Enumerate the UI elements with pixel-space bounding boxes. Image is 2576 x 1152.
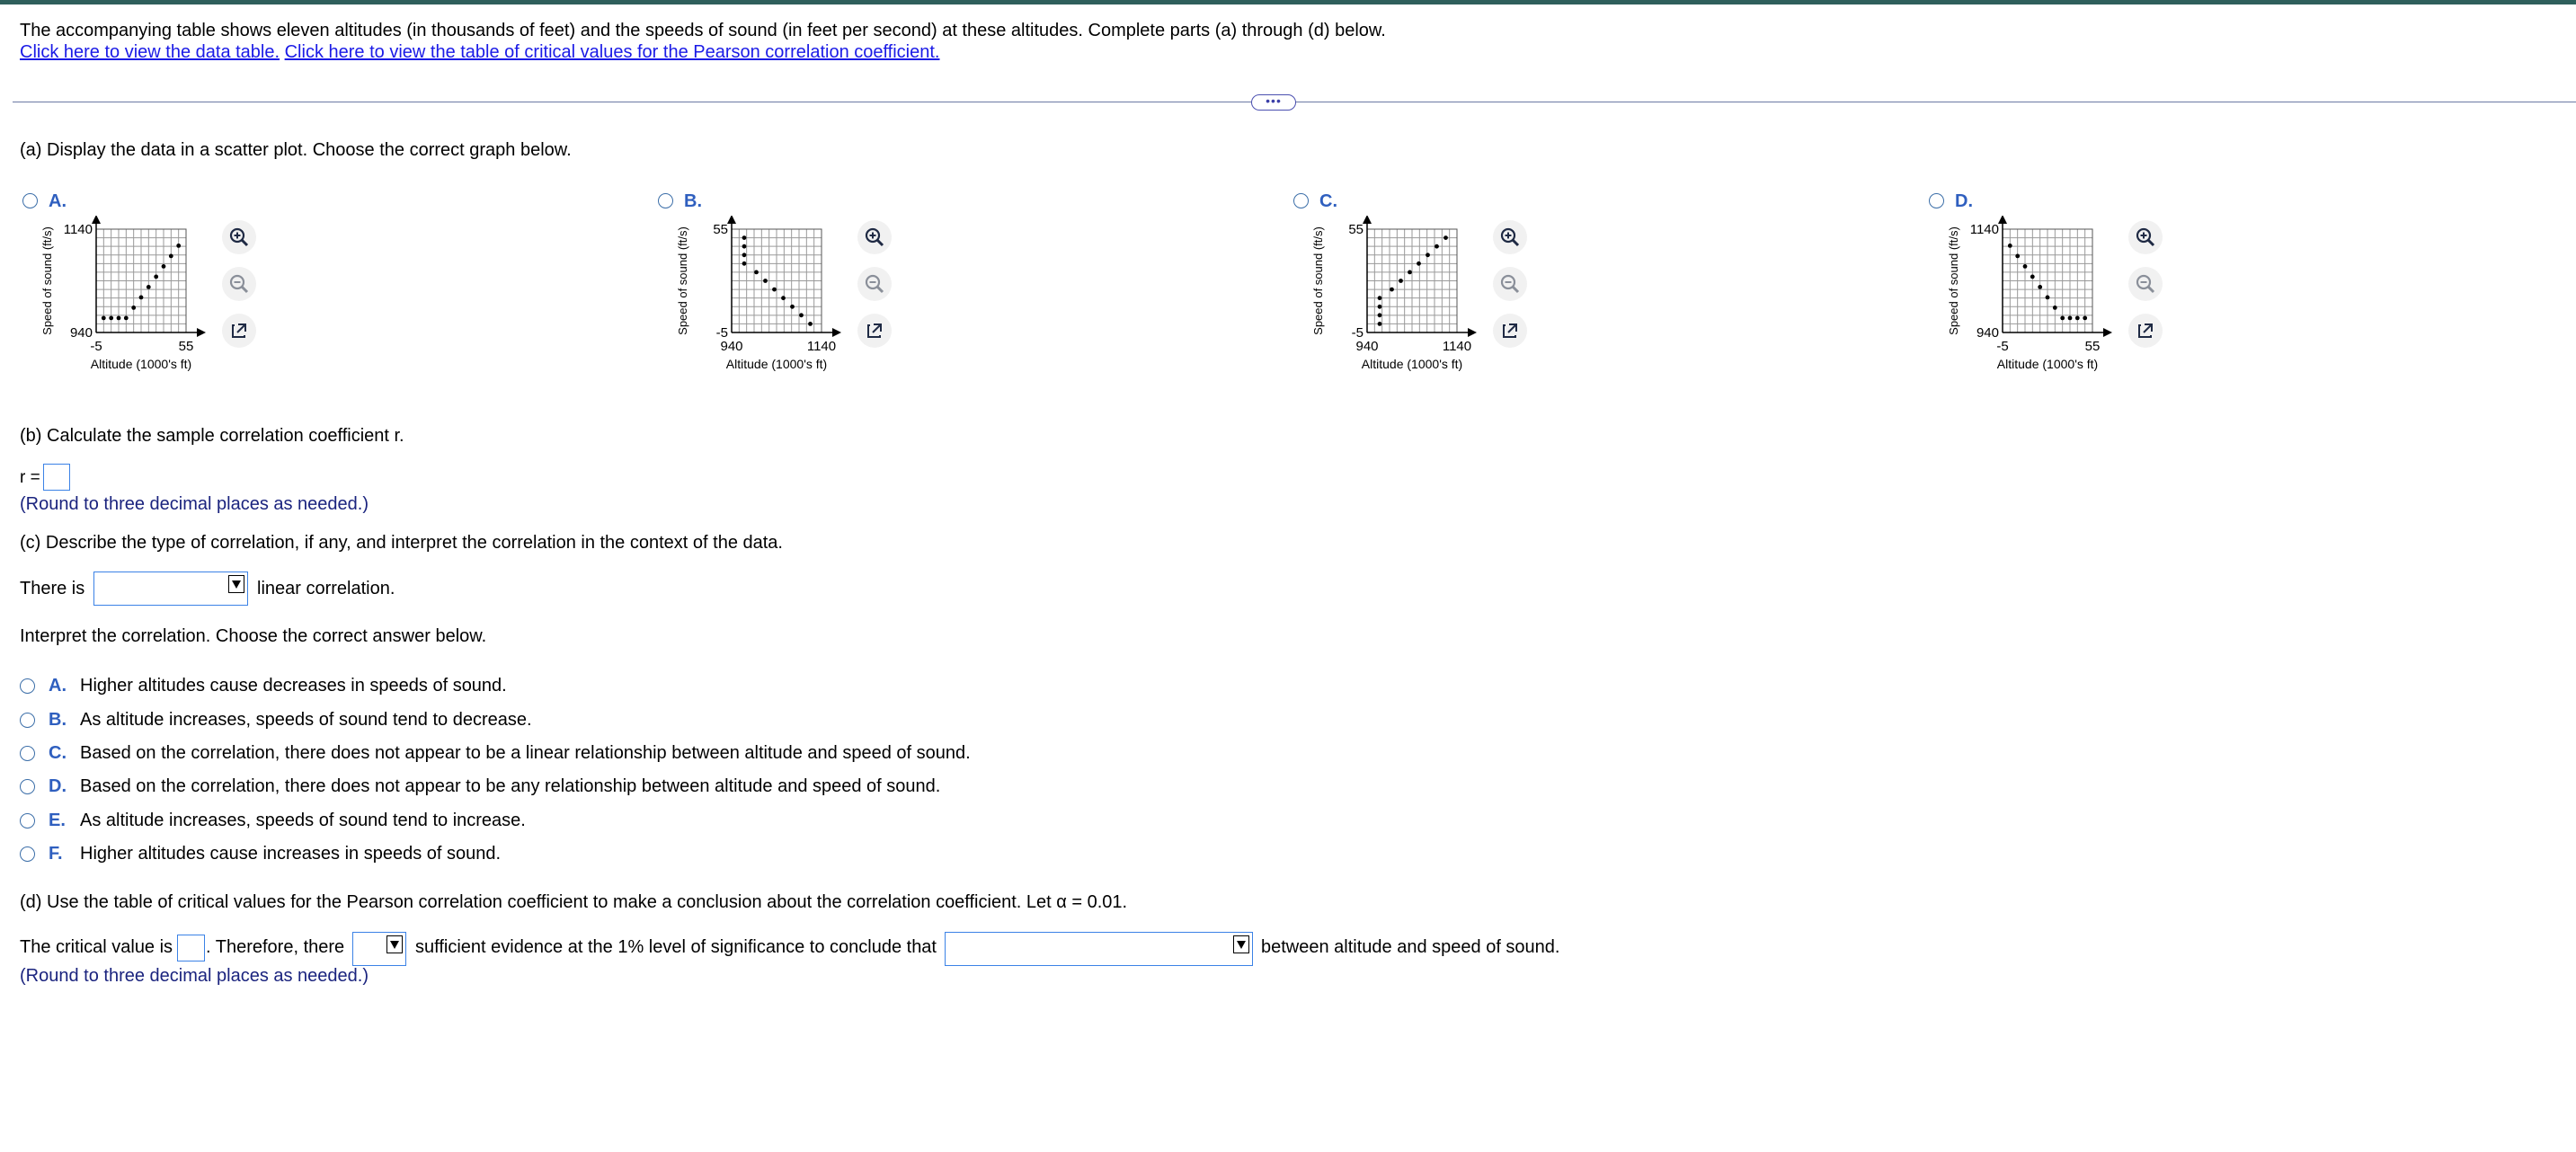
scatter-plot-c: [1291, 216, 1506, 427]
y-axis-label: Speed of sound (ft/s): [1311, 226, 1325, 335]
scatter-point: [2038, 285, 2042, 289]
y-axis-label: Speed of sound (ft/s): [676, 226, 689, 335]
open-popout-icon[interactable]: [2128, 314, 2163, 348]
scatter-point: [742, 253, 747, 257]
x-tick-left: 940: [1355, 339, 1379, 354]
scatter-point: [109, 316, 113, 321]
y-tick-bottom: -5: [715, 325, 728, 341]
scatter-point: [772, 288, 777, 292]
choice-radio[interactable]: [20, 713, 35, 728]
x-tick-left: -5: [1996, 339, 2009, 354]
scatter-point: [176, 244, 181, 248]
choice-text: As altitude increases, speeds of sound tend to decrease.: [80, 710, 532, 730]
there-is-label: There is: [20, 579, 85, 598]
interpretation-choice-f[interactable]: [20, 844, 1008, 867]
scatter-point: [139, 296, 144, 300]
scatter-point: [2075, 316, 2080, 321]
choice-text: Based on the correlation, there does not appear to be any relationship between altitude and speed of sound.: [80, 776, 941, 796]
choice-radio[interactable]: [20, 746, 35, 761]
part-d-prompt: (d) Use the table of critical values for the Pearson correlation coefficient to make a conclusion about the correlation coefficient. Let α = 0.01.: [20, 892, 1128, 912]
y-tick-top: 1140: [63, 222, 93, 237]
scatter-point: [790, 305, 795, 309]
scatter-plot-a: [20, 216, 235, 427]
choice-text: Higher altitudes cause decreases in speeds of sound.: [80, 676, 507, 696]
choice-radio[interactable]: [20, 779, 35, 794]
choice-radio[interactable]: [20, 813, 35, 829]
scatter-point: [742, 235, 747, 240]
critical-values-link[interactable]: Click here to view the table of critical values for the Pearson correlation coefficient.: [284, 42, 940, 62]
open-popout-icon[interactable]: [222, 314, 256, 348]
scatter-point: [2030, 275, 2035, 279]
graph-option-c: [1291, 189, 1542, 404]
scatter-point: [763, 279, 768, 283]
graph-option-label: B.: [684, 191, 702, 211]
scatter-point: [808, 322, 813, 326]
critical-value-prefix: The critical value is: [20, 937, 173, 957]
choice-text: Based on the correlation, there does not appear to be a linear relationship between altitude and speed of sound.: [80, 743, 971, 763]
interpretation-choice-b[interactable]: [20, 710, 1008, 733]
intro-links: [20, 41, 940, 63]
expand-ellipsis-button[interactable]: •••: [1251, 94, 1296, 111]
scatter-point: [2083, 316, 2087, 321]
linear-correlation-label: linear correlation.: [257, 579, 395, 598]
scatter-point: [2008, 244, 2012, 248]
choice-text: Higher altitudes cause increases in speeds of sound.: [80, 844, 502, 864]
x-tick-right: 1140: [806, 339, 837, 354]
choice-label: F.: [49, 844, 63, 864]
scatter-point: [154, 275, 158, 279]
evidence-dropdown[interactable]: [352, 932, 406, 966]
x-tick-right: 1140: [1442, 339, 1472, 354]
conclusion-dropdown[interactable]: [945, 932, 1253, 966]
choice-label: E.: [49, 811, 66, 830]
scatter-plot-d: [1926, 216, 2142, 427]
scatter-point: [742, 244, 747, 249]
zoom-in-icon[interactable]: [857, 220, 892, 254]
y-tick-bottom: 940: [69, 325, 93, 341]
y-tick-bottom: 940: [1976, 325, 1999, 341]
y-tick-top: 1140: [1969, 222, 1999, 237]
interpretation-choice-c[interactable]: [20, 743, 1008, 767]
scatter-point: [1408, 270, 1412, 275]
x-tick-left: -5: [90, 339, 102, 354]
therefore-text: . Therefore, there: [206, 937, 345, 957]
x-tick-right: 55: [2084, 339, 2101, 354]
part-c-prompt: (c) Describe the type of correlation, if any, and interpret the correlation in the context of the data.: [20, 533, 783, 553]
zoom-out-icon[interactable]: [222, 267, 256, 301]
x-axis-label: Altitude (1000's ft): [725, 357, 828, 371]
graph-option-radio[interactable]: [658, 193, 673, 208]
scatter-point: [1378, 313, 1382, 317]
choice-text: As altitude increases, speeds of sound tend to increase.: [80, 811, 526, 830]
choice-label: A.: [49, 676, 67, 696]
scatter-point: [131, 306, 136, 310]
scatter-point: [162, 264, 166, 269]
dropdown-arrow-icon: [386, 935, 403, 953]
scatter-point: [2015, 254, 2020, 259]
scatter-point: [1435, 244, 1439, 249]
graph-option-label: D.: [1955, 191, 1973, 211]
data-table-link[interactable]: Click here to view the data table.: [20, 42, 280, 62]
part-a-prompt: (a) Display the data in a scatter plot. Choose the correct graph below.: [20, 140, 572, 160]
graph-option-label: A.: [49, 191, 67, 211]
graph-option-d: [1926, 189, 2178, 404]
scatter-point: [1426, 253, 1430, 257]
zoom-in-icon[interactable]: [1493, 220, 1527, 254]
graph-option-a: [20, 189, 271, 404]
scatter-point: [1378, 305, 1382, 309]
interpretation-choice-e[interactable]: [20, 811, 1008, 834]
scatter-point: [1378, 296, 1382, 300]
dropdown-arrow-icon: [228, 575, 244, 593]
zoom-in-icon[interactable]: [2128, 220, 2163, 254]
scatter-point: [754, 270, 759, 275]
y-tick-bottom: -5: [1351, 325, 1364, 341]
choice-label: D.: [49, 776, 67, 796]
choice-label: B.: [49, 710, 67, 730]
open-popout-icon[interactable]: [857, 314, 892, 348]
scatter-point: [2060, 316, 2065, 321]
interpret-prompt: Interpret the correlation. Choose the correct answer below.: [20, 626, 487, 646]
graph-option-b: [655, 189, 907, 404]
r-input[interactable]: [43, 464, 70, 491]
top-accent-bar: [0, 0, 2576, 4]
zoom-out-icon[interactable]: [857, 267, 892, 301]
sufficient-evidence-text: sufficient evidence at the 1% level of significance to conclude that: [415, 937, 937, 957]
open-popout-icon[interactable]: [1493, 314, 1527, 348]
choice-radio[interactable]: [20, 678, 35, 694]
scatter-point: [742, 261, 747, 266]
choice-label: C.: [49, 743, 67, 763]
x-axis-label: Altitude (1000's ft): [1361, 357, 1463, 371]
scatter-point: [1417, 261, 1421, 266]
zoom-out-icon[interactable]: [1493, 267, 1527, 301]
critical-value-input[interactable]: [177, 935, 205, 961]
scatter-point: [799, 313, 804, 317]
choice-radio[interactable]: [20, 846, 35, 862]
part-b-prompt: (b) Calculate the sample correlation coefficient r.: [20, 426, 404, 446]
y-axis-label: Speed of sound (ft/s): [40, 226, 54, 335]
scatter-plot-b: [655, 216, 871, 427]
scatter-point: [1443, 235, 1448, 240]
scatter-point: [1378, 322, 1382, 326]
x-axis-label: Altitude (1000's ft): [1996, 357, 2099, 371]
scatter-point: [117, 316, 121, 321]
scatter-point: [2046, 296, 2050, 300]
part-d-note: (Round to three decimal places as needed.): [20, 966, 369, 986]
graph-option-label: C.: [1319, 191, 1337, 211]
scatter-point: [102, 316, 106, 321]
correlation-type-dropdown[interactable]: [93, 572, 248, 606]
scatter-point: [124, 316, 129, 321]
scatter-point: [2053, 306, 2057, 310]
scatter-point: [781, 296, 786, 300]
y-tick-top: 55: [713, 222, 728, 237]
scatter-point: [2068, 316, 2073, 321]
scatter-point: [169, 254, 173, 259]
intro-text: The accompanying table shows eleven altitudes (in thousands of feet) and the speeds of sound (in feet per second) at these altitudes. Complete parts (a) through (d) below.: [20, 21, 1386, 40]
graph-option-radio[interactable]: [1293, 193, 1309, 208]
y-axis-label: Speed of sound (ft/s): [1947, 226, 1960, 335]
graph-option-radio[interactable]: [1929, 193, 1944, 208]
scatter-point: [1399, 279, 1403, 283]
r-label: r =: [20, 468, 40, 487]
x-tick-left: 940: [720, 339, 743, 354]
scatter-point: [2023, 264, 2028, 269]
y-tick-top: 55: [1348, 222, 1364, 237]
interpretation-choice-a[interactable]: [20, 676, 1008, 699]
dropdown-arrow-icon: [1233, 935, 1249, 953]
part-b-note: (Round to three decimal places as needed.): [20, 494, 369, 514]
graph-option-radio[interactable]: [22, 193, 38, 208]
zoom-in-icon[interactable]: [222, 220, 256, 254]
x-tick-right: 55: [178, 339, 194, 354]
zoom-out-icon[interactable]: [2128, 267, 2163, 301]
conclusion-end-text: between altitude and speed of sound.: [1261, 937, 1560, 957]
scatter-point: [1390, 288, 1394, 292]
x-axis-label: Altitude (1000's ft): [90, 357, 192, 371]
scatter-point: [147, 285, 151, 289]
interpretation-choice-d[interactable]: [20, 776, 1008, 800]
